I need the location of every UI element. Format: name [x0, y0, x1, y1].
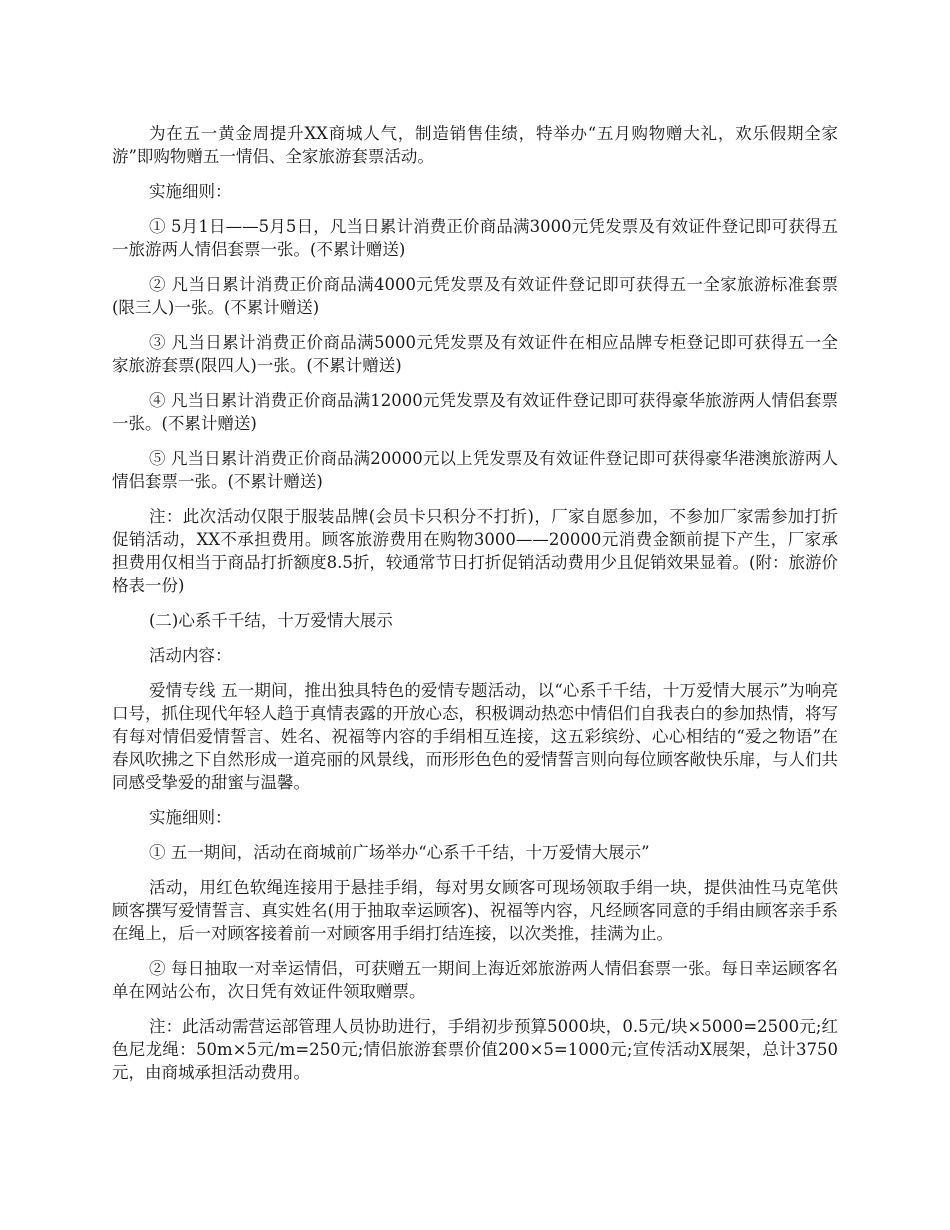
activity-description: 活动，用红色软绳连接用于悬挂手绢，每对男女顾客可现场领取手绢一块，提供油性马克笔供顾客撰写爱情誓言、真实姓名(用于抽取幸运顾客)、祝福等内容，凡经顾客同意的手绢由顾客亲手系在绳上，后一对顾客接着前一对顾客用手绢打结连接，以次类推，挂满为止。 [112, 878, 838, 943]
intro-paragraph: 为在五一黄金周提升XX商城人气，制造销售佳绩，特举办“五月购物赠大礼，欢乐假期全家游”即购物赠五一情侣、全家旅游套票活动。 [112, 124, 838, 166]
section-title-2: (二)心系千千结，十万爱情大展示 [149, 611, 393, 630]
section-heading-rules-2: 实施细则： [149, 808, 232, 827]
section-heading-content: 活动内容： [149, 646, 232, 665]
activity-item-2: ② 每日抽取一对幸运情侣，可获赠五一期间上海近郊旅游两人情侣套票一张。每日幸运顾客名单在网站公布，次日凭有效证件领取赠票。 [112, 959, 838, 1001]
document-body [112, 122, 838, 1096]
rule-item-4: ④ 凡当日累计消费正价商品满12000元凭发票及有效证件登记即可获得豪华旅游两人情侣套票一张。(不累计赠送) [112, 391, 838, 433]
note-paragraph-2: 注：此活动需营运部管理人员协助进行，手绢初步预算5000块，0.5元/块×5000=2500元;红色尼龙绳：50m×5元/m=250元;情侣旅游套票价值200×5=1000元;宣传活动X展架，总计3750元，由商城承担活动费用。 [112, 1017, 838, 1082]
rule-item-2: ② 凡当日累计消费正价商品满4000元凭发票及有效证件登记即可获得五一全家旅游标准套票(限三人)一张。(不累计赠送) [112, 275, 838, 317]
activity-item-1: ① 五一期间，活动在商城前广场举办“心系千千结，十万爱情大展示” [149, 843, 650, 862]
rule-item-1: ① 5月1日——5月5日，凡当日累计消费正价商品满3000元凭发票及有效证件登记即可获得五一旅游两人情侣套票一张。(不累计赠送) [112, 217, 838, 259]
section-heading-rules: 实施细则： [149, 182, 232, 201]
rule-item-3: ③ 凡当日累计消费正价商品满5000元凭发票及有效证件在相应品牌专柜登记即可获得五一全家旅游套票(限四人)一张。(不累计赠送) [112, 333, 838, 375]
love-line-paragraph: 爱情专线 五一期间，推出独具特色的爱情专题活动，以“心系千千结，十万爱情大展示”为响亮口号，抓住现代年轻人趋于真情表露的开放心态，积极调动热恋中情侣们自我表白的参加热情，将写有每对情侣爱情誓言、姓名、祝福等内容的手绢相互连接，这五彩缤纷、心心相结的“爱之物语”在春风吹拂之下自然形成一道亮丽的风景线，而形形色色的爱情誓言则向每位顾客敞快乐扉，与人们共同感受挚爱的甜蜜与温馨。 [112, 681, 838, 792]
note-paragraph-1: 注：此次活动仅限于服装品牌(会员卡只积分不打折)，厂家自愿参加，不参加厂家需参加打折促销活动，XX不承担费用。顾客旅游费用在购物3000——20000元消费金额前提下产生，厂家承担费用仅相当于商品打折额度8.5折，较通常节日打折促销活动费用少且促销效果显着。(附：旅游价格表一份) [112, 507, 838, 595]
rule-item-5: ⑤ 凡当日累计消费正价商品满20000元以上凭发票及有效证件登记即可获得豪华港澳旅游两人情侣套票一张。(不累计赠送) [112, 449, 838, 491]
